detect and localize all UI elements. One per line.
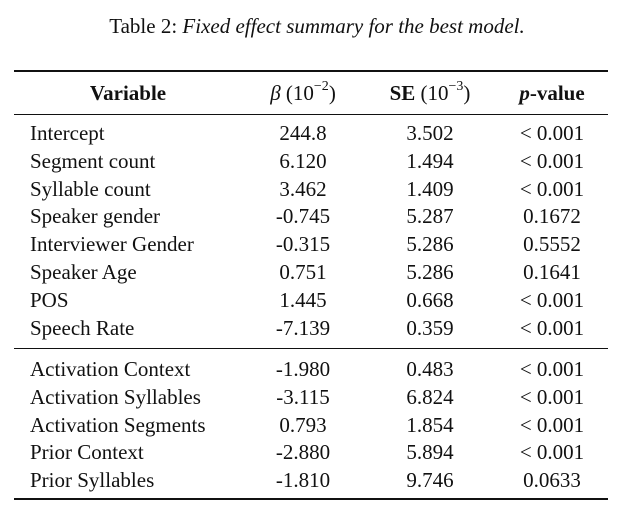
cell-beta: 1.445 <box>279 287 327 312</box>
cell-variable: Syllable count <box>30 176 151 201</box>
cell-p-value: < 0.001 <box>519 176 585 201</box>
cell-beta: -7.139 <box>275 315 331 340</box>
cell-variable: POS <box>30 287 69 312</box>
cell-beta: 6.120 <box>279 148 327 173</box>
cell-p-value: < 0.001 <box>519 315 585 340</box>
beta-unit-close: ) <box>328 81 336 105</box>
cell-p-value: < 0.001 <box>519 357 585 381</box>
cell-beta: 0.751 <box>279 260 327 284</box>
p-rest: -value <box>529 81 585 105</box>
cell-variable: Prior Context <box>30 440 144 465</box>
cell-se: 5.894 <box>406 440 454 465</box>
cell-p-value: < 0.001 <box>519 287 585 312</box>
cell-variable: Speech Rate <box>30 315 135 340</box>
p-letter: p <box>519 81 530 105</box>
cell-variable: Interviewer Gender <box>30 232 194 257</box>
cell-variable: Intercept <box>30 121 105 145</box>
cell-variable: Activation Context <box>30 357 191 381</box>
cell-p-value: < 0.001 <box>519 121 585 145</box>
cell-beta: -1.980 <box>275 357 331 381</box>
cell-beta: 3.462 <box>279 176 327 201</box>
cell-variable: Activation Segments <box>30 412 206 437</box>
cell-se: 6.824 <box>406 384 454 409</box>
group-divider-rule <box>14 348 608 349</box>
cell-se: 5.286 <box>406 232 454 257</box>
header-se <box>390 80 471 106</box>
cell-p-value: 0.1641 <box>523 260 581 284</box>
cell-p-value: < 0.001 <box>519 440 585 465</box>
cell-p-value: 0.0633 <box>523 468 581 493</box>
cell-p-value: 0.5552 <box>523 232 581 257</box>
cell-variable: Segment count <box>30 148 156 173</box>
cell-se: 1.854 <box>406 412 454 437</box>
beta-exponent: −2 <box>313 79 329 94</box>
cell-beta: -0.315 <box>275 232 331 257</box>
header-p-value <box>519 80 584 106</box>
cell-p-value: < 0.001 <box>519 148 585 173</box>
se-label: SE <box>389 81 416 105</box>
header-variable: Variable <box>89 81 167 105</box>
cell-beta: -2.880 <box>275 440 331 465</box>
cell-se: 5.287 <box>406 204 454 229</box>
cell-se: 3.502 <box>406 121 454 145</box>
table-caption <box>0 12 634 40</box>
cell-p-value: < 0.001 <box>519 412 585 437</box>
se-unit-close: ) <box>463 81 471 105</box>
beta-unit-open: (10 <box>285 81 314 105</box>
cell-variable: Speaker gender <box>30 204 161 229</box>
cell-se: 1.409 <box>406 176 454 201</box>
cell-beta: -3.115 <box>276 384 330 409</box>
top-rule <box>14 70 608 72</box>
cell-se: 1.494 <box>406 148 454 173</box>
se-exponent: −3 <box>448 79 464 94</box>
cell-variable: Speaker Age <box>30 260 137 284</box>
cell-se: 0.359 <box>406 315 454 340</box>
cell-se: 0.668 <box>406 287 454 312</box>
beta-symbol: β <box>270 81 281 105</box>
cell-p-value: 0.1672 <box>523 204 581 229</box>
cell-p-value: < 0.001 <box>519 384 585 409</box>
cell-beta: -0.745 <box>275 204 331 229</box>
cell-beta: -1.810 <box>275 468 331 493</box>
bottom-rule <box>14 498 608 500</box>
cell-se: 5.286 <box>406 260 454 284</box>
header-rule <box>14 114 608 115</box>
header-beta <box>270 80 336 106</box>
cell-beta: 0.793 <box>279 412 327 437</box>
caption-text: Fixed effect summary for the best model. <box>182 14 525 38</box>
caption-label: Table 2: <box>109 14 178 38</box>
cell-beta: 244.8 <box>279 121 327 145</box>
se-unit-open: (10 <box>420 81 449 105</box>
cell-se: 0.483 <box>406 357 454 381</box>
cell-variable: Activation Syllables <box>30 384 201 409</box>
cell-variable: Prior Syllables <box>30 468 155 493</box>
cell-se: 9.746 <box>406 468 454 493</box>
